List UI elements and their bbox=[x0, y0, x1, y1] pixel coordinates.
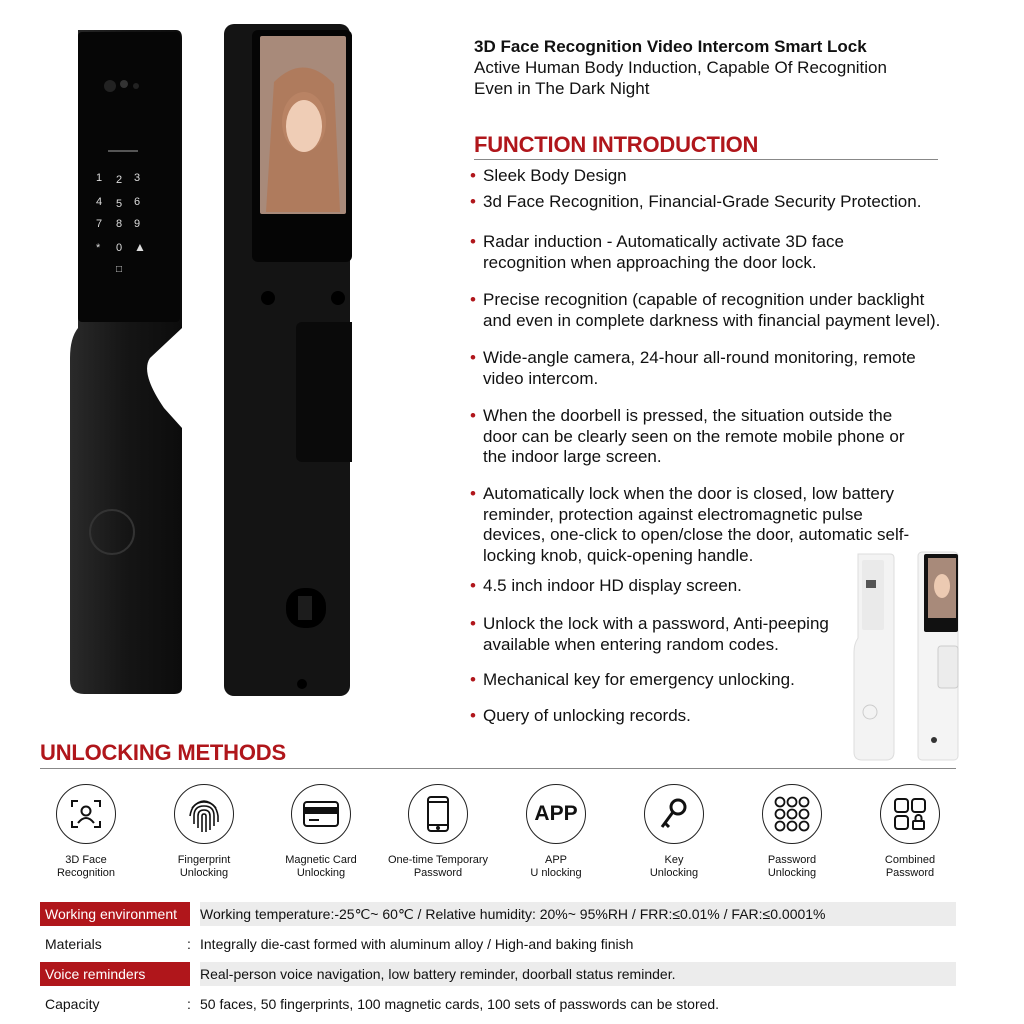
key-star: * bbox=[96, 242, 101, 254]
feature-line: recognition when approaching the door lock. bbox=[483, 252, 817, 272]
smart-lock-back-image bbox=[222, 22, 352, 698]
unlocking-methods-divider bbox=[40, 768, 956, 769]
spec-key: Capacity bbox=[45, 996, 100, 1012]
method-label: Password Unlocking bbox=[767, 854, 817, 879]
feature-line: devices, one-click to open/close the door, automatic self- bbox=[483, 525, 910, 544]
card-icon bbox=[291, 784, 351, 844]
bullet-icon: • bbox=[470, 232, 476, 251]
feature-line: locking knob, quick-opening handle. bbox=[483, 545, 754, 565]
feature-line: available when entering random codes. bbox=[483, 634, 779, 654]
feature-item bbox=[470, 484, 970, 566]
key-6: 6 bbox=[134, 196, 141, 208]
app-icon bbox=[526, 784, 586, 844]
feature-item bbox=[470, 406, 970, 468]
spec-value: Real-person voice navigation, low battery reminder, doorball status reminder. bbox=[200, 962, 956, 986]
key-7: 7 bbox=[96, 218, 103, 230]
key-3: 3 bbox=[134, 172, 141, 184]
spec-value: Working temperature:-25℃~ 60℃ / Relative humidity: 20%~ 95%RH / FRR:≤0.01% / FAR:≤0.0001% bbox=[200, 902, 956, 926]
unlocking-methods-title: UNLOCKING METHODS bbox=[40, 740, 286, 765]
product-subtitle-line2: Even in The Dark Night bbox=[474, 79, 650, 98]
method-key bbox=[616, 784, 732, 880]
phone-icon bbox=[408, 784, 468, 844]
key-0: 0 bbox=[116, 242, 123, 254]
function-intro-title: FUNCTION INTRODUCTION bbox=[474, 132, 759, 157]
keypad-digits bbox=[92, 172, 152, 282]
method-label: Magnetic Card Unlocking bbox=[285, 854, 357, 879]
combined-icon bbox=[880, 784, 940, 844]
feature-line: 3d Face Recognition, Financial-Grade Security Protection. bbox=[483, 192, 922, 211]
product-title: 3D Face Recognition Video Intercom Smart Lock bbox=[474, 37, 867, 56]
product-subtitle-line1: Active Human Body Induction, Capable Of Recognition bbox=[474, 58, 887, 77]
bullet-icon: • bbox=[470, 406, 476, 425]
bullet-icon: • bbox=[470, 348, 476, 367]
face-scan-icon bbox=[56, 784, 116, 844]
spec-row-working-environment bbox=[40, 902, 956, 926]
key-2: 2 bbox=[116, 174, 123, 186]
spec-colon: : bbox=[187, 936, 191, 952]
app-icon-text: APP bbox=[534, 802, 578, 825]
spec-value: 50 faces, 50 fingerprints, 100 magnetic cards, 100 sets of passwords can be stored. bbox=[200, 996, 720, 1012]
key-4: 4 bbox=[96, 196, 103, 208]
spec-row-capacity bbox=[40, 992, 956, 1016]
bullet-icon: • bbox=[470, 166, 476, 185]
feature-line: Radar induction - Automatically activate 3D face bbox=[483, 232, 844, 251]
method-password bbox=[734, 784, 850, 880]
feature-line: 4.5 inch indoor HD display screen. bbox=[483, 576, 742, 595]
keypad-icon bbox=[762, 784, 822, 844]
bullet-icon: • bbox=[470, 290, 476, 309]
fingerprint-icon bbox=[174, 784, 234, 844]
method-temporary-password bbox=[380, 784, 496, 880]
smart-lock-front-image bbox=[64, 28, 186, 696]
method-fingerprint bbox=[146, 784, 262, 880]
unlocking-methods-row bbox=[40, 784, 960, 884]
function-intro-divider bbox=[474, 159, 938, 160]
feature-line: Unlock the lock with a password, Anti-peeping bbox=[483, 614, 829, 633]
key-8: 8 bbox=[116, 218, 123, 230]
feature-item bbox=[470, 614, 970, 655]
feature-line: and even in complete darkness with financial payment level). bbox=[483, 310, 941, 330]
method-combined-password bbox=[852, 784, 968, 880]
spec-row-voice-reminders bbox=[40, 962, 956, 986]
method-magnetic-card bbox=[263, 784, 379, 880]
spec-value: Integrally die-cast formed with aluminum alloy / High-and baking finish bbox=[200, 936, 634, 952]
feature-line: video intercom. bbox=[483, 368, 599, 388]
spec-key: Working environment bbox=[40, 902, 190, 926]
method-app bbox=[498, 784, 614, 880]
feature-line: Mechanical key for emergency unlocking. bbox=[483, 670, 795, 689]
key-icon bbox=[644, 784, 704, 844]
key-1: 1 bbox=[96, 172, 103, 184]
spec-key: Voice reminders bbox=[40, 962, 190, 986]
method-label: APP U nlocking bbox=[530, 854, 582, 879]
spec-key: Materials bbox=[45, 936, 102, 952]
feature-item bbox=[470, 670, 970, 691]
feature-item bbox=[470, 290, 970, 331]
feature-item bbox=[470, 166, 970, 187]
bullet-icon: • bbox=[470, 192, 476, 211]
feature-line: Automatically lock when the door is closed, low battery bbox=[483, 484, 895, 503]
feature-line: Sleek Body Design bbox=[483, 166, 627, 185]
feature-item bbox=[470, 706, 970, 727]
product-header bbox=[474, 36, 994, 99]
feature-item bbox=[470, 576, 970, 597]
method-label: Key Unlocking bbox=[649, 854, 699, 879]
feature-line: reminder, protection against electromagnetic pulse bbox=[483, 504, 863, 524]
key-5: 5 bbox=[116, 198, 123, 210]
feature-line: the indoor large screen. bbox=[483, 447, 662, 466]
method-label: Combined Password bbox=[884, 854, 936, 879]
bullet-icon: • bbox=[470, 484, 476, 503]
feature-item bbox=[470, 348, 970, 389]
method-label: Fingerprint Unlocking bbox=[177, 854, 231, 879]
lock-icon: □ bbox=[116, 264, 123, 275]
method-label: One-time Temporary Password bbox=[387, 854, 489, 879]
method-face-recognition bbox=[28, 784, 144, 880]
feature-line: When the doorbell is pressed, the situation outside the bbox=[483, 406, 893, 425]
bullet-icon: • bbox=[470, 670, 476, 689]
spec-colon: : bbox=[187, 996, 191, 1012]
feature-item bbox=[470, 232, 970, 273]
bullet-icon: • bbox=[470, 576, 476, 595]
bullet-icon: • bbox=[470, 614, 476, 633]
feature-item bbox=[470, 192, 970, 213]
bell-icon: ▲ bbox=[134, 240, 146, 254]
method-label: 3D Face Recognition bbox=[56, 854, 116, 879]
feature-line: Query of unlocking records. bbox=[483, 706, 691, 725]
feature-line: Precise recognition (capable of recognition under backlight bbox=[483, 290, 925, 309]
feature-line: Wide-angle camera, 24-hour all-round monitoring, remote bbox=[483, 348, 916, 367]
spec-row-materials bbox=[40, 932, 956, 956]
bullet-icon: • bbox=[470, 706, 476, 725]
feature-line: door can be clearly seen on the remote mobile phone or bbox=[483, 426, 905, 446]
key-9: 9 bbox=[134, 218, 141, 230]
